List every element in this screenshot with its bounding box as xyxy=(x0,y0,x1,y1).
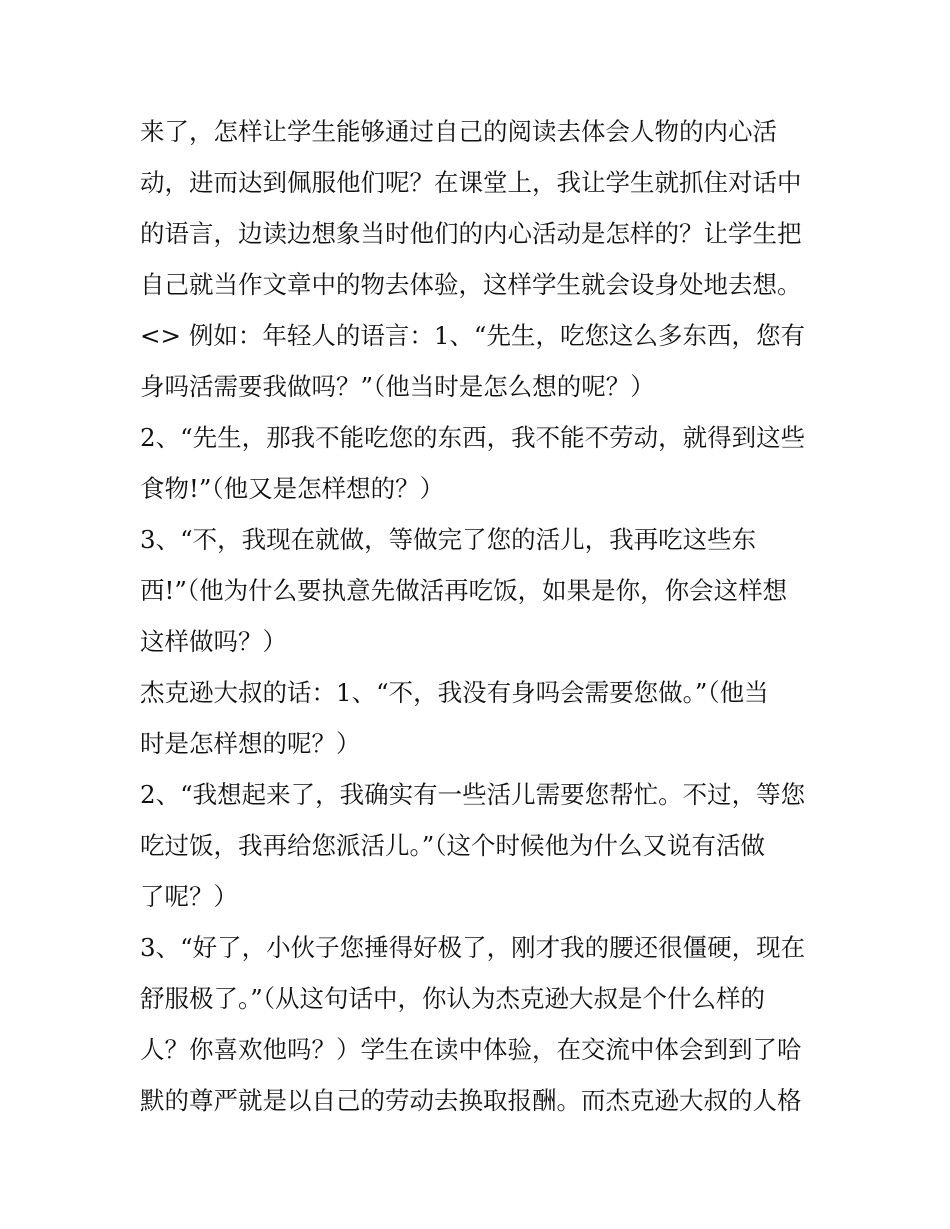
text-line: 2、“先生，那我不能吃您的东西，我不能不劳动，就得到这些 xyxy=(140,423,806,452)
text-line: 这样做吗？） xyxy=(140,627,287,656)
text-line: 来了，怎样让学生能够通过自己的阅读去体会人物的内心活 xyxy=(140,117,777,146)
text-line: 自己就当作文章中的物去体验，这样学生就会设身处地去想。 xyxy=(140,270,802,299)
text-line: 人？你喜欢他吗？）学生在读中体验，在交流中体会到到了哈 xyxy=(140,1035,802,1064)
text-line: 时是怎样想的呢？） xyxy=(140,729,361,758)
text-line: 2、“我想起来了，我确实有一些活儿需要您帮忙。不过，等您 xyxy=(140,780,806,809)
text-line: 身吗活需要我做吗？”（他当时是怎么想的呢？） xyxy=(140,372,655,401)
body-text xyxy=(140,106,830,1126)
text-line: 3、“好了，小伙子您捶得好极了，刚才我的腰还很僵硬，现在 xyxy=(140,933,806,962)
text-line: 吃过饭，我再给您派活儿。”（这个时候他为什么又说有活做 xyxy=(140,831,766,860)
text-line: 西!”（他为什么要执意先做活再吃饭，如果是你，你会这样想 xyxy=(140,576,788,605)
text-line: 动，进而达到佩服他们呢？在课堂上，我让学生就抓住对话中 xyxy=(140,168,802,197)
text-line: 了呢？） xyxy=(140,882,238,911)
text-line: 舒服极了。”（从这句话中，你认为杰克逊大叔是个什么样的 xyxy=(140,984,766,1013)
text-line: 默的尊严就是以自己的劳动去换取报酬。而杰克逊大叔的人格 xyxy=(140,1086,802,1115)
text-line: 3、“不，我现在就做，等做完了您的活儿，我再吃这些东 xyxy=(140,525,757,554)
text-line: <> 例如：年轻人的语言：1、“先生，吃您这么多东西，您有 xyxy=(140,321,805,350)
text-line: 食物!”（他又是怎样想的？） xyxy=(140,474,445,503)
text-line: 的语言，边读边想象当时他们的内心活动是怎样的？让学生把 xyxy=(140,219,802,248)
text-line: 杰克逊大叔的话：1、“不，我没有身吗会需要您做。”（他当 xyxy=(140,678,769,707)
